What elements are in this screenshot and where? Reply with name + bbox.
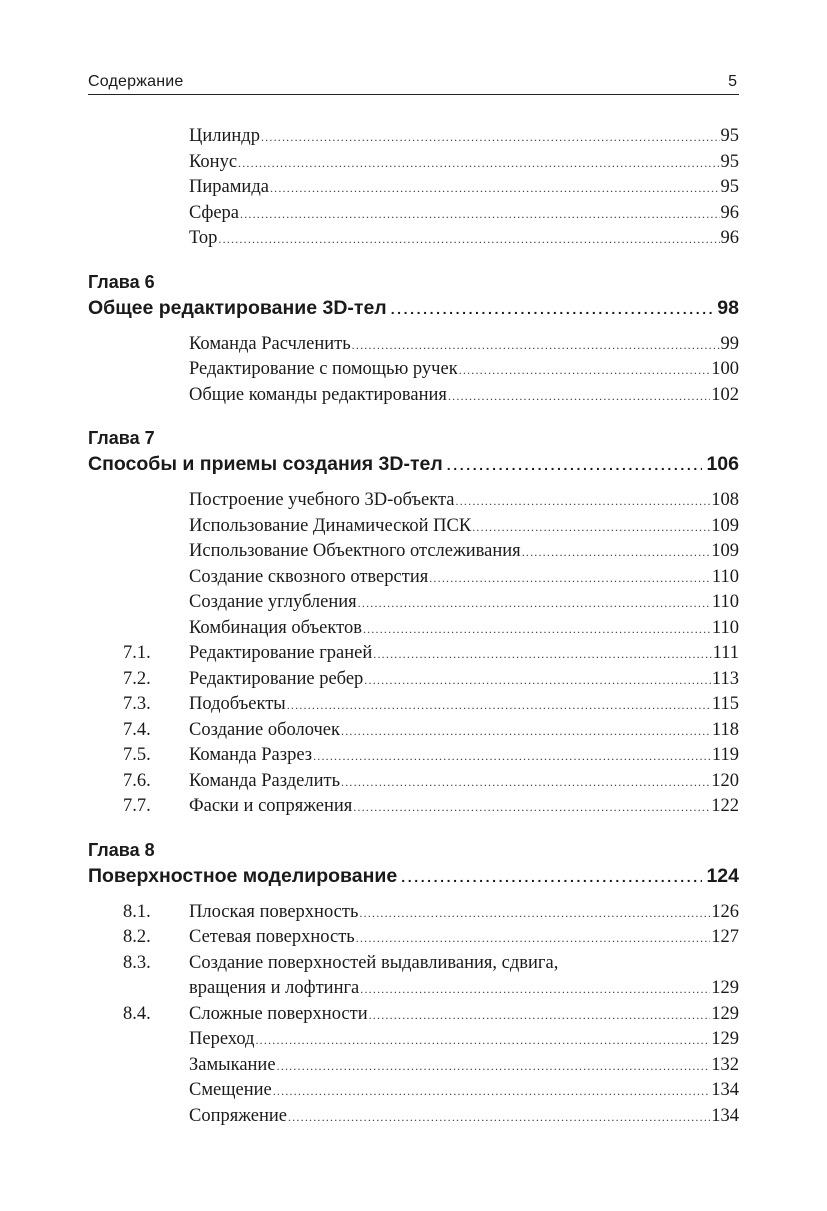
toc-entry-title: Команда Расчленить — [189, 333, 351, 354]
toc-entry[interactable] — [88, 150, 739, 176]
chapter-page: 98 — [717, 296, 739, 319]
chapter-page: 124 — [706, 864, 739, 887]
toc-entry-title: Смещение — [189, 1080, 272, 1100]
toc-entry-page: 100 — [711, 359, 739, 379]
chapter-title: Поверхностное моделирование — [88, 864, 398, 887]
toc-entry-page: 109 — [711, 541, 739, 561]
chapter-label: Глава 7 — [88, 428, 155, 448]
toc-entry-page: 96 — [720, 202, 739, 223]
toc-entry-page: 122 — [711, 796, 739, 816]
toc-entry-page: 110 — [711, 617, 739, 638]
toc-entry[interactable] — [88, 590, 739, 616]
toc-entry-page: 132 — [711, 1054, 739, 1075]
chapter-title-entry[interactable] — [88, 863, 739, 890]
leader-dots — [447, 452, 703, 479]
toc-entry-page: 108 — [711, 490, 739, 510]
leader-dots — [356, 926, 711, 952]
toc-entry-title: Использование Объектного отслеживания — [189, 541, 521, 561]
chapter-title-entry[interactable] — [88, 451, 739, 478]
toc-entry-title: Плоская поверхность — [189, 901, 359, 922]
toc-entry-page: 109 — [711, 515, 739, 536]
toc-entry[interactable] — [88, 718, 739, 744]
toc-entry-title: Использование Динамической ПСК — [189, 515, 472, 536]
toc-entry-page: 134 — [711, 1080, 739, 1100]
toc-entry[interactable] — [88, 925, 739, 951]
toc-entry-title: Цилиндр — [189, 126, 260, 146]
toc-entry[interactable] — [88, 175, 739, 201]
toc-entry[interactable] — [88, 1002, 739, 1028]
toc-entry-page: 126 — [711, 901, 739, 922]
leader-dots — [288, 1105, 710, 1131]
leader-dots — [238, 151, 719, 177]
running-header — [88, 72, 739, 95]
leader-dots — [261, 125, 720, 151]
toc-entry-page: 111 — [712, 643, 739, 663]
toc-entry-page: 113 — [711, 668, 739, 689]
leader-dots — [313, 744, 711, 770]
toc-entry-title-continued: вращения и лофтинга — [189, 978, 360, 998]
toc-entry-page: 96 — [720, 228, 739, 248]
section-number: 7.6. — [123, 770, 151, 791]
toc-entry-title: Создание сквозного отверстия — [189, 566, 429, 587]
toc-entry-page: 129 — [711, 1003, 739, 1024]
toc-entry-title: Редактирование ребер — [189, 668, 364, 689]
leader-dots — [472, 515, 710, 541]
toc-entry-page: 115 — [711, 694, 739, 714]
leader-dots — [522, 540, 711, 566]
toc-entry-page: 102 — [711, 384, 739, 405]
header-page-number: 5 — [728, 73, 737, 90]
toc-entry-page: 110 — [711, 566, 739, 587]
toc-entry-title: Создание углубления — [189, 592, 357, 612]
leader-dots — [364, 668, 711, 694]
toc-entry[interactable] — [88, 226, 739, 252]
toc-entry-title: Команда Разделить — [189, 770, 341, 791]
toc-entry-first-line[interactable] — [88, 951, 739, 977]
leader-dots — [391, 296, 714, 323]
toc-entry[interactable] — [88, 1078, 739, 1104]
section-number: 8.3. — [123, 952, 151, 973]
section-number: 7.7. — [123, 796, 151, 816]
toc-entry[interactable] — [88, 488, 739, 514]
toc-entry-page: 127 — [711, 927, 739, 947]
toc-entry-title: Построение учебного 3D-объекта — [189, 490, 455, 510]
leader-dots — [459, 358, 711, 384]
leader-dots — [369, 1003, 711, 1029]
leader-dots — [240, 202, 720, 228]
section-number: 8.4. — [123, 1003, 151, 1024]
leader-dots — [277, 1054, 711, 1080]
leader-dots — [448, 384, 710, 410]
toc-entry-title: Редактирование с помощью ручек — [189, 359, 458, 379]
toc-entry[interactable] — [88, 514, 739, 540]
toc-entry[interactable] — [88, 565, 739, 591]
section-number: 7.4. — [123, 719, 151, 740]
section-number: 7.2. — [123, 668, 151, 689]
toc-entry[interactable] — [88, 1027, 739, 1053]
chapter-title: Способы и приемы создания 3D-тел — [88, 453, 443, 475]
toc-entry-title: Комбинация объектов — [189, 617, 362, 638]
toc-entry-page: 134 — [711, 1105, 739, 1126]
toc-entry-page: 95 — [720, 151, 739, 172]
toc-entry-page: 119 — [711, 745, 739, 765]
toc-entry-title: Общие команды редактирования — [189, 384, 447, 405]
toc-entry-title: Сетевая поверхность — [189, 927, 355, 947]
chapter-page: 106 — [706, 453, 739, 475]
leader-dots — [255, 1028, 710, 1054]
leader-dots — [270, 176, 720, 202]
section-number: 8.2. — [123, 927, 151, 947]
toc-entry-title: Команда Разрез — [189, 745, 313, 765]
leader-dots — [401, 864, 702, 891]
leader-dots — [363, 617, 711, 643]
toc-entry-title: Редактирование граней — [189, 643, 373, 663]
toc-entry-page: 129 — [711, 1029, 739, 1049]
table-of-contents — [88, 124, 739, 1129]
leader-dots — [456, 489, 711, 515]
section-number: 8.1. — [123, 901, 151, 922]
toc-entry-title: Подобъекты — [189, 694, 286, 714]
toc-entry[interactable] — [88, 1104, 739, 1130]
chapter-title-entry[interactable] — [88, 295, 739, 322]
section-number: 7.5. — [123, 745, 151, 765]
toc-entry-title: Сфера — [189, 202, 239, 223]
toc-entry-page: 110 — [711, 592, 739, 612]
toc-entry-title: Тор — [189, 228, 218, 248]
toc-entry-title: Пирамида — [189, 177, 269, 197]
leader-dots — [373, 642, 711, 668]
leader-dots — [429, 566, 711, 592]
leader-dots — [359, 901, 710, 927]
leader-dots — [353, 795, 710, 821]
leader-dots — [352, 333, 720, 359]
toc-entry-page: 129 — [711, 978, 739, 998]
toc-entry-title: Создание поверхностей выдавливания, сдвига, — [189, 952, 559, 973]
toc-entry-page: 120 — [711, 770, 739, 791]
toc-entry[interactable] — [88, 794, 739, 820]
toc-entry[interactable] — [88, 616, 739, 642]
toc-entry-title: Переход — [189, 1029, 255, 1049]
toc-entry[interactable] — [88, 357, 739, 383]
toc-entry[interactable] — [88, 900, 739, 926]
leader-dots — [360, 977, 710, 1003]
toc-entry[interactable] — [88, 201, 739, 227]
chapter-title: Общее редактирование 3D-тел — [88, 296, 387, 319]
toc-entry[interactable] — [88, 667, 739, 693]
toc-entry-title: Конус — [189, 151, 238, 172]
toc-entry-page: 99 — [720, 333, 739, 354]
section-number: 7.3. — [123, 694, 151, 714]
toc-entry[interactable] — [88, 769, 739, 795]
leader-dots — [218, 227, 719, 253]
toc-entry-title: Создание оболочек — [189, 719, 340, 740]
toc-entry[interactable] — [88, 383, 739, 409]
toc-entry-title: Фаски и сопряжения — [189, 796, 353, 816]
toc-entry-title: Замыкание — [189, 1054, 276, 1075]
toc-entry-page: 118 — [711, 719, 739, 740]
toc-entry[interactable] — [88, 332, 739, 358]
toc-entry[interactable] — [88, 539, 739, 565]
toc-entry-continuation[interactable] — [88, 976, 739, 1002]
toc-entry-title: Сложные поверхности — [189, 1003, 368, 1024]
toc-entry[interactable] — [88, 124, 739, 150]
leader-dots — [273, 1079, 711, 1105]
leader-dots — [287, 693, 711, 719]
toc-entry[interactable] — [88, 1053, 739, 1079]
toc-entry[interactable] — [88, 641, 739, 667]
leader-dots — [341, 719, 711, 745]
toc-entry-title: Сопряжение — [189, 1105, 288, 1126]
chapter-label: Глава 6 — [88, 271, 155, 292]
leader-dots — [358, 591, 711, 617]
toc-entry-page: 95 — [720, 126, 739, 146]
chapter-label: Глава 8 — [88, 839, 155, 860]
section-number: 7.1. — [123, 643, 151, 663]
header-title: Содержание — [88, 73, 184, 90]
toc-entry[interactable] — [88, 743, 739, 769]
toc-entry-page: 95 — [720, 177, 739, 197]
toc-entry[interactable] — [88, 692, 739, 718]
leader-dots — [341, 770, 710, 796]
